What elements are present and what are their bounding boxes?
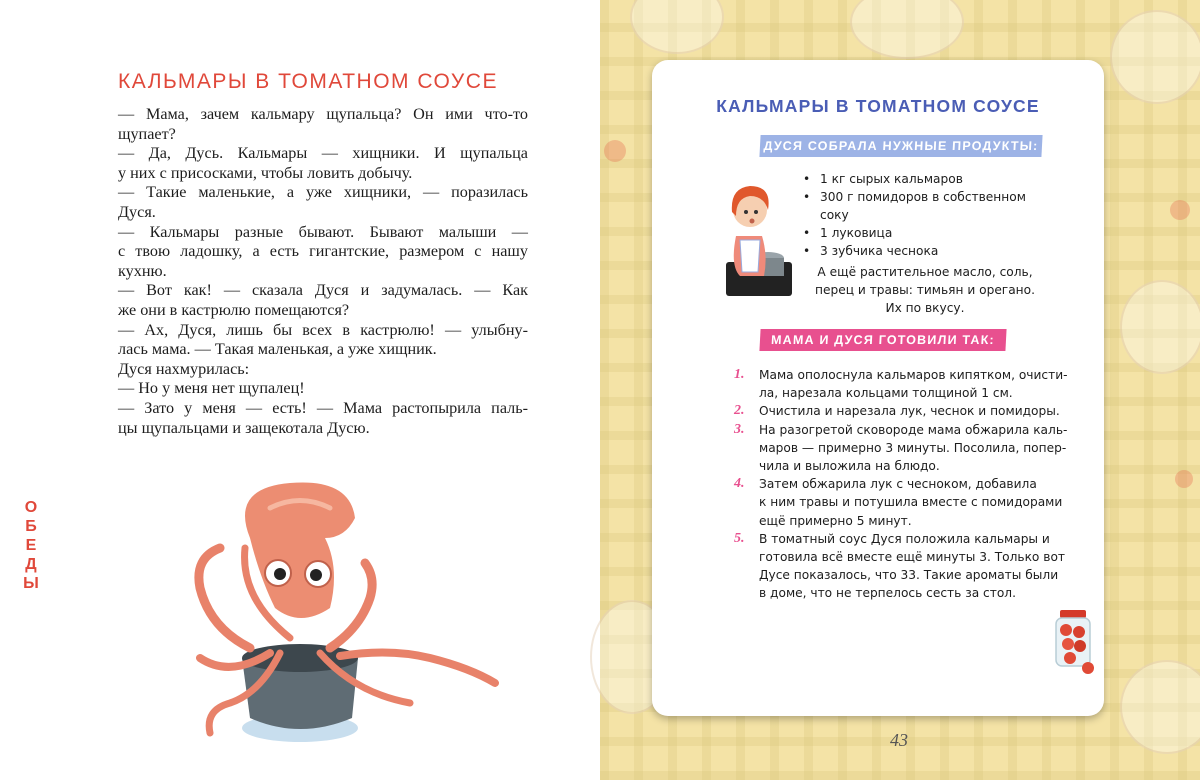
side-label-letter: О — [24, 499, 38, 516]
ingredients-extra — [810, 263, 1040, 318]
background-plate — [1120, 660, 1200, 754]
step-text-line: готовила всё вместе ещё минуты 3. Только вот — [759, 549, 1066, 564]
side-label-letter: Е — [25, 537, 37, 554]
step-number: 4. — [734, 476, 745, 492]
story-line: с твою ладошку, а есть гигантские, размером с нашу — [118, 242, 528, 261]
background-plate — [1110, 10, 1200, 104]
story-line: лась мама. — Такая маленькая, а уже хищник. — [118, 340, 437, 359]
story-title: КАЛЬМАРЫ В ТОМАТНОМ СОУСЕ — [118, 70, 498, 93]
background-plate — [850, 0, 964, 59]
story-line: кухню. — [118, 261, 167, 280]
girl-cooking-illustration — [720, 176, 800, 300]
extra-line: перец и травы: тимьян и орегано. — [815, 283, 1035, 298]
step-item — [734, 402, 1086, 420]
story-line: — Ах, Дуся, лишь бы всех в кастрюлю! — улыбну- — [118, 320, 528, 339]
extra-line: А ещё растительное масло, соль, — [817, 265, 1033, 279]
story-line: — Кальмары разные бывают. Бывают малыши — — [118, 222, 528, 241]
step-text-line: ла, нарезала кольцами толщиной 1 см. — [759, 386, 1013, 401]
side-label-letter: Б — [25, 518, 37, 535]
step-text-line: к ним травы и потушила вместе с помидорами — [759, 495, 1063, 510]
tomato-jar-illustration — [1050, 608, 1096, 674]
recipe-title: КАЛЬМАРЫ В ТОМАТНОМ СОУСЕ — [716, 96, 1040, 116]
side-label-letter: Ы — [23, 575, 39, 592]
step-text-line: В томатный соус Дуся положила кальмары и — [759, 531, 1050, 546]
story-line: же они в кастрюлю помещаются? — [118, 300, 350, 319]
background-tomato — [1175, 470, 1193, 488]
step-text-line: Мама ополоснула кальмаров кипятком, очисти- — [759, 368, 1068, 382]
story-text — [118, 104, 528, 437]
step-number: 3. — [734, 421, 745, 437]
step-number: 1. — [734, 367, 745, 382]
story-line: — Зато у меня — есть! — Мама растопырила паль- — [118, 398, 528, 417]
story-line: — Мама, зачем кальмару щупальца? Он ими что-то — [118, 105, 528, 123]
story-line: Дуся. — [118, 202, 156, 221]
step-item — [734, 366, 1086, 402]
ingredients-list — [800, 170, 1040, 260]
side-label-letter: Д — [25, 556, 37, 573]
step-number: 5. — [734, 530, 745, 546]
story-line: — Такие маленькие, а уже хищники, — поразилась — [118, 183, 528, 202]
step-item — [734, 475, 1086, 530]
squid-illustration — [180, 478, 510, 748]
step-text-line: маров — примерно 3 минуты. Посолила, попер- — [759, 440, 1067, 455]
recipe-card — [652, 60, 1104, 716]
ingredient-item — [800, 188, 1040, 224]
step-number: 2. — [734, 403, 745, 419]
section-side-label — [20, 498, 42, 593]
ingredient-item: • 1 кг сырых кальмаров — [800, 170, 1040, 188]
steps-heading: МАМА И ДУСЯ ГОТОВИЛИ ТАК: — [759, 329, 1006, 351]
step-text-line: в доме, что не терпелось сесть за стол. — [759, 586, 1016, 601]
ingredient-item: • 1 луковица — [800, 224, 1040, 242]
steps-list — [734, 366, 1086, 602]
story-line: — Да, Дусь. Кальмары — хищники. И щупальца — [118, 144, 528, 163]
step-item — [734, 530, 1086, 603]
story-line: у них с присосками, чтобы ловить добычу. — [118, 163, 413, 182]
story-line: цы щупальцами и защекотала Дусю. — [118, 418, 370, 437]
background-tomato — [1170, 200, 1190, 220]
step-text-line: чила и выложила на блюдо. — [759, 458, 940, 473]
step-text-line: На разогретой сковороде мама обжарила каль- — [759, 422, 1068, 437]
story-line: — Но у меня нет щупалец! — [118, 379, 305, 398]
story-line: щупает? — [118, 124, 176, 143]
story-line: — Вот как! — сказала Дуся и задумалась. — Как — [118, 281, 528, 300]
step-item — [734, 421, 1086, 476]
step-text-line: Очистила и нарезала лук, чеснок и помидоры. — [759, 404, 1060, 419]
step-text-line: ещё примерно 5 минут. — [759, 513, 912, 528]
story-line: Дуся нахмурилась: — [118, 359, 250, 378]
extra-line: Их по вкусу. — [885, 301, 965, 316]
step-text-line: Затем обжарила лук с чесноком, добавила — [759, 477, 1037, 492]
ingredient-item: • 3 зубчика чеснока — [800, 242, 1040, 260]
background-plate — [630, 0, 724, 54]
background-plate — [1120, 280, 1200, 374]
ingredients-heading: ДУСЯ СОБРАЛА НУЖНЫЕ ПРОДУКТЫ: — [759, 135, 1042, 157]
page-number: 43 — [890, 730, 908, 750]
ingredient-text: 300 г помидоров в собственном соку — [820, 190, 1026, 222]
background-tomato — [604, 140, 626, 162]
step-text-line: Дусе показалось, что 33. Такие ароматы были — [759, 568, 1059, 583]
